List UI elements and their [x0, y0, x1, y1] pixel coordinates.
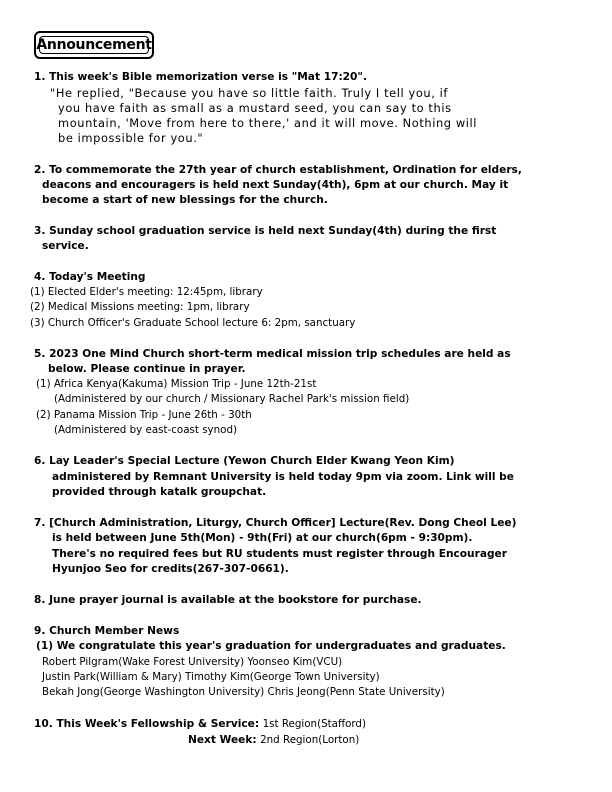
item-5-line: (Administered by east-coast synod): [54, 424, 238, 436]
item-1-verse-line: mountain, 'Move from here to there,' and it will move. Nothing will: [58, 116, 478, 130]
item-10-next-line: [188, 732, 359, 749]
item-3-line: service.: [42, 240, 89, 252]
item-9-graduates-line: Robert Pilgram(Wake Forest University) Yoonseo Kim(VCU): [42, 656, 343, 668]
item-4-line: (3) Church Officer's Graduate School lecture 6: 2pm, sanctuary: [30, 317, 356, 329]
item-6-line: administered by Remnant University is held today 9pm via zoom. Link will be: [52, 471, 514, 483]
item-9-sub: (1) We congratulate this year's graduation for undergraduates and graduates.: [36, 640, 506, 652]
item-6-line: provided through katalk groupchat.: [52, 486, 267, 498]
announcement-title-box: [34, 31, 154, 59]
item-2-line: become a start of new blessings for the church.: [42, 194, 328, 206]
item-10-next-label: Next Week:: [188, 734, 257, 746]
item-3-line: 3. Sunday school graduation service is held next Sunday(4th) during the first: [34, 225, 497, 237]
item-2-line: deacons and encouragers is held next Sunday(4th), 6pm at our church. May it: [42, 179, 509, 191]
item-5-line: (1) Africa Kenya(Kakuma) Mission Trip - June 12th-21st: [36, 378, 317, 390]
item-10-value: 1st Region(Stafford): [262, 718, 366, 730]
item-9-heading: 9. Church Member News: [34, 625, 180, 637]
item-7-line: There's no required fees but RU students must register through Encourager: [52, 548, 507, 560]
item-7-line: Hyunjoo Seo for credits(267-307-0661).: [52, 563, 289, 575]
item-8-line: 8. June prayer journal is available at the bookstore for purchase.: [34, 594, 422, 606]
item-5-heading: 5. 2023 One Mind Church short-term medical mission trip schedules are held as: [34, 348, 511, 360]
item-7-line: 7. [Church Administration, Liturgy, Church Officer] Lecture(Rev. Dong Cheol Lee): [34, 517, 517, 529]
item-6-line: 6. Lay Leader's Special Lecture (Yewon Church Elder Kwang Yeon Kim): [34, 455, 455, 467]
item-1-verse-line: be impossible for you.": [58, 131, 204, 145]
item-7-line: is held between June 5th(Mon) - 9th(Fri) at our church(6pm - 9:30pm).: [52, 532, 473, 544]
item-1-verse-line: you have faith as small as a mustard seed, you can say to this: [58, 101, 452, 115]
item-9-graduates-line: Bekah Jong(George Washington University) Chris Jeong(Penn State University): [42, 686, 445, 698]
item-10-label: 10. This Week's Fellowship & Service:: [34, 718, 260, 730]
item-5-heading: below. Please continue in prayer.: [48, 363, 246, 375]
page-title: Announcement: [36, 37, 152, 53]
item-4-line: (2) Medical Missions meeting: 1pm, library: [30, 301, 250, 313]
item-5-line: (2) Panama Mission Trip - June 26th - 30th: [36, 409, 252, 421]
item-1-heading: 1. This week's Bible memorization verse is "Mat 17:20".: [34, 71, 367, 83]
item-10-next-value: 2nd Region(Lorton): [260, 734, 360, 746]
item-10-line: [34, 716, 366, 733]
item-4-heading: 4. Today's Meeting: [34, 271, 146, 283]
item-9-graduates-line: Justin Park(William & Mary) Timothy Kim(George Town University): [42, 671, 380, 683]
item-2-line: 2. To commemorate the 27th year of church establishment, Ordination for elders,: [34, 164, 522, 176]
item-1-verse-line: "He replied, "Because you have so little faith. Truly I tell you, if: [50, 86, 449, 100]
item-4-line: (1) Elected Elder's meeting: 12:45pm, library: [30, 286, 263, 298]
item-5-line: (Administered by our church / Missionary Rachel Park's mission field): [54, 393, 410, 405]
